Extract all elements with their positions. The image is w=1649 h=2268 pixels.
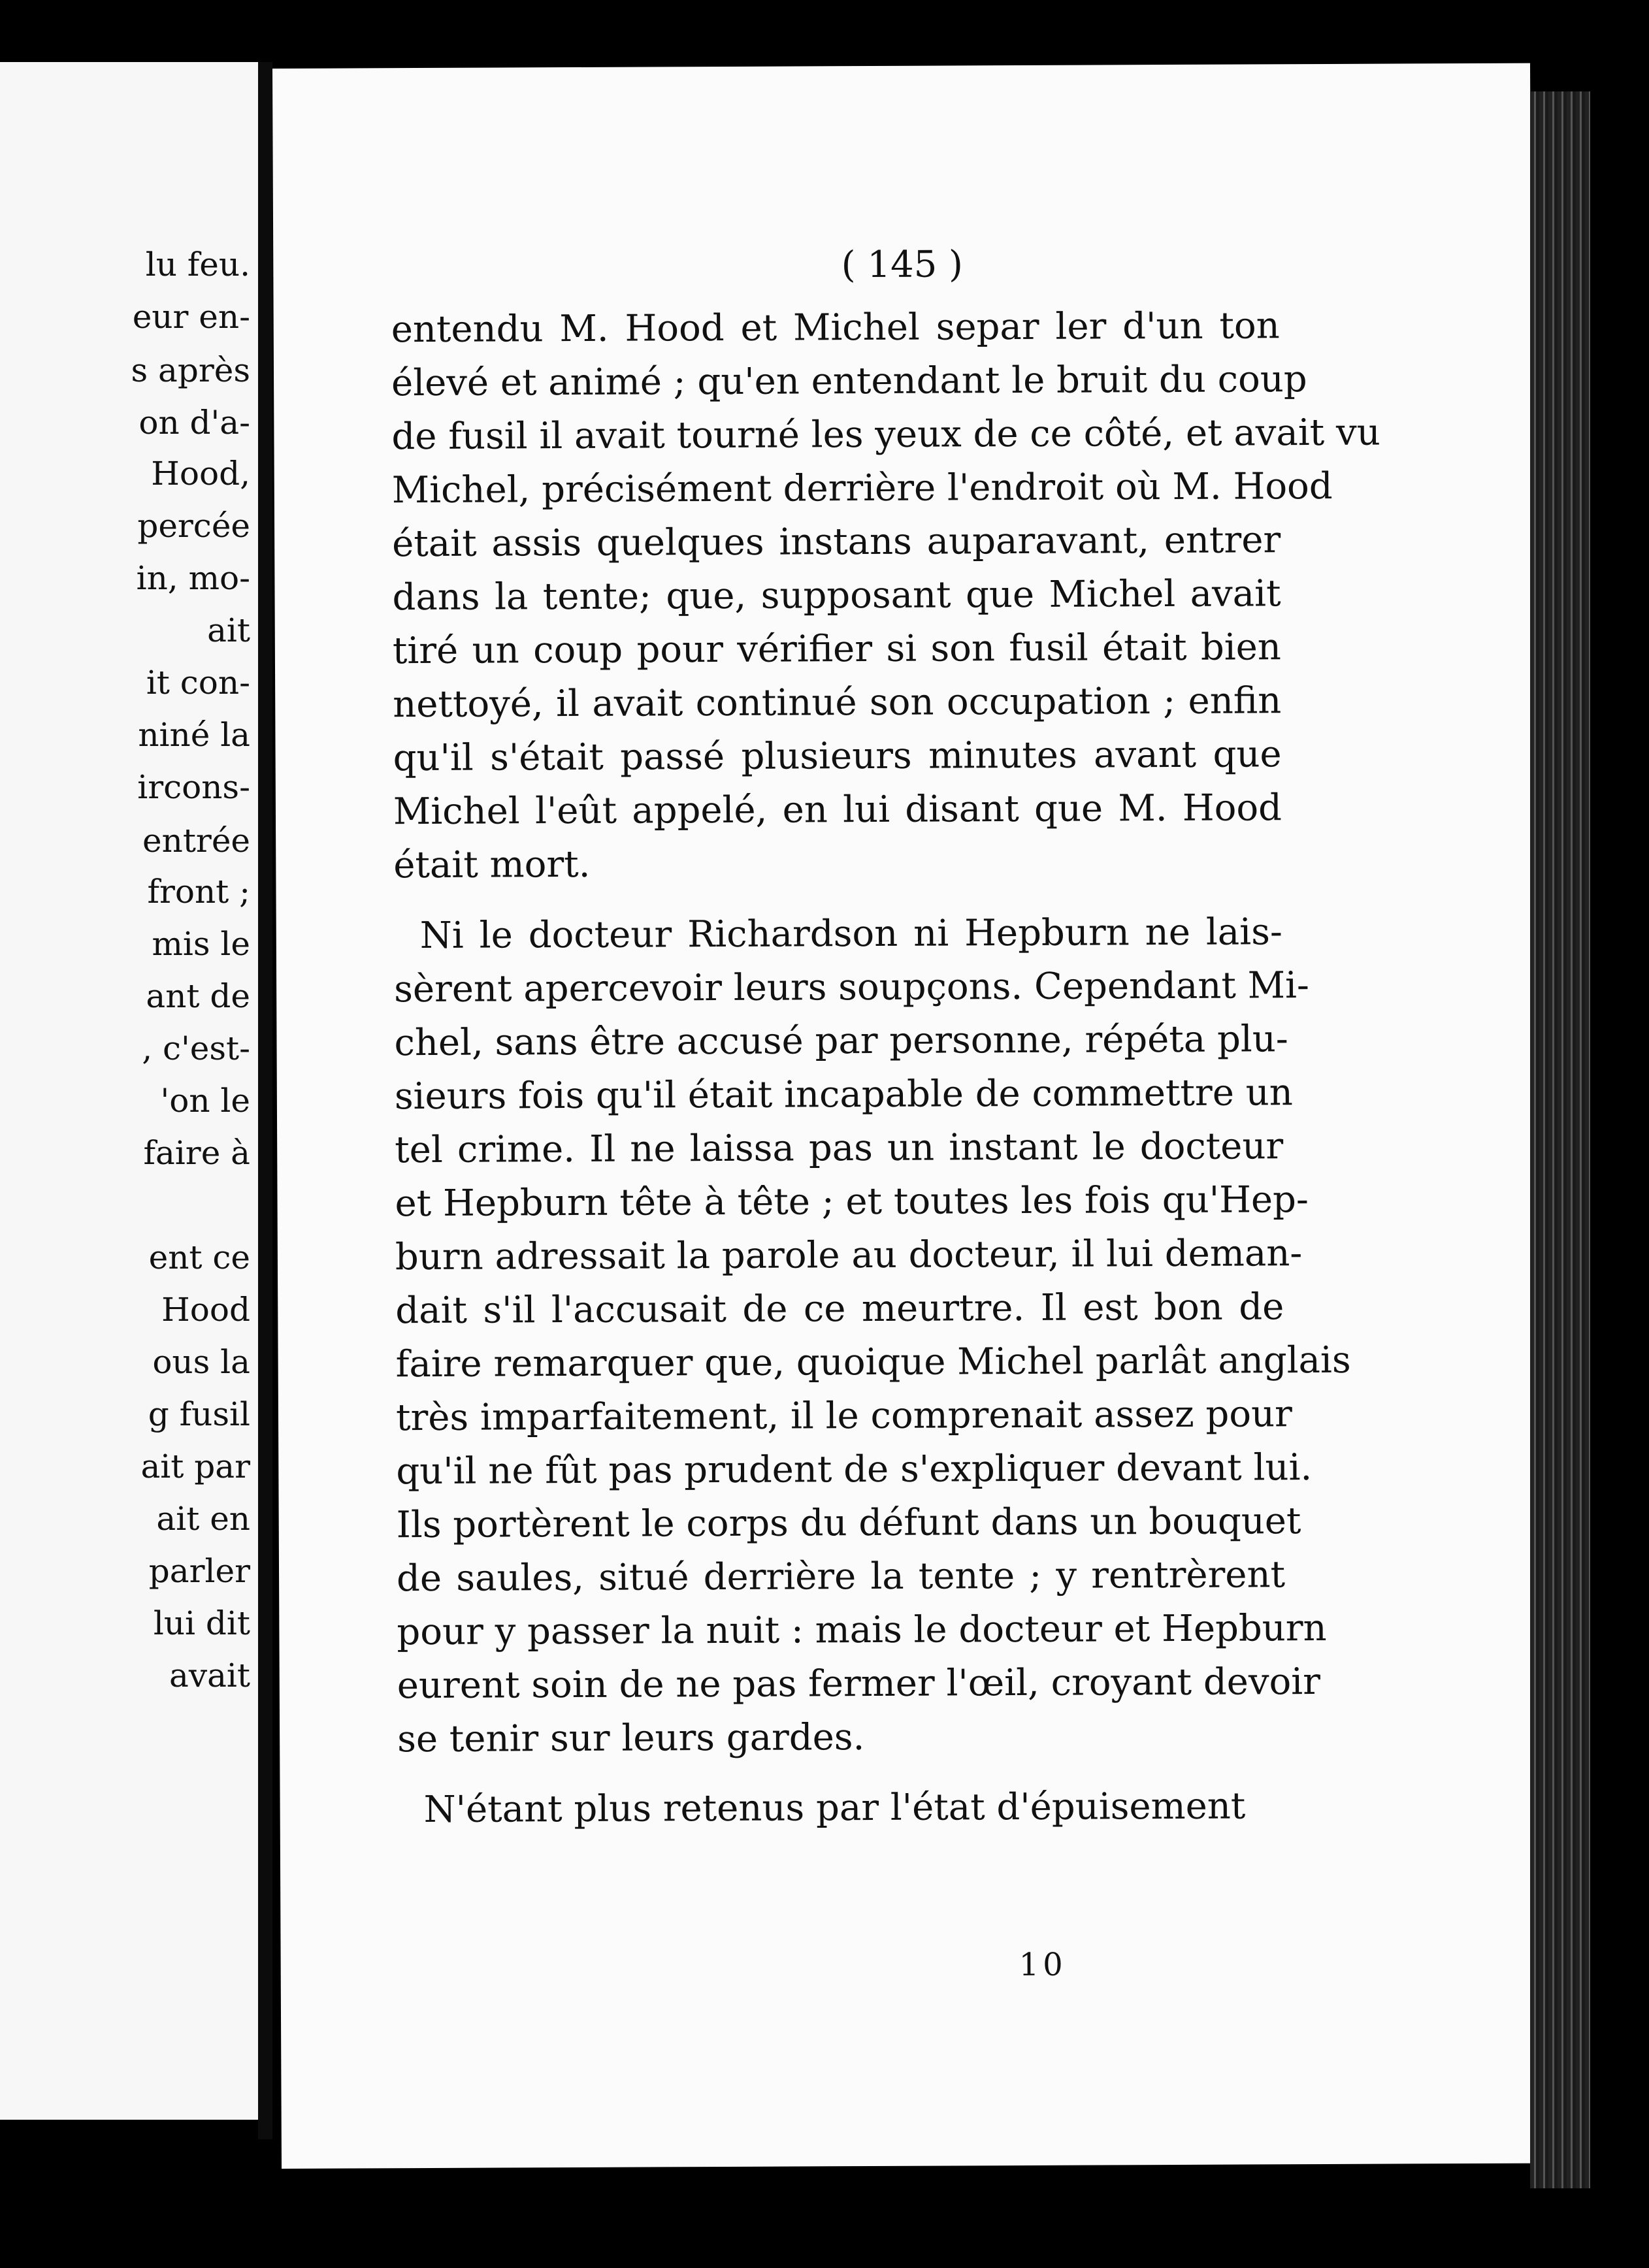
facing-page-text-fragment: ant de bbox=[146, 977, 250, 1015]
facing-page-text-fragment: ircons- bbox=[137, 768, 250, 806]
text-line: dans la tente; que, supposant que Michel avait bbox=[392, 572, 1281, 619]
text-line: était mort. bbox=[393, 843, 591, 887]
facing-page-text-fragment: mis le bbox=[152, 925, 250, 963]
facing-page-text-fragment: lu feu. bbox=[145, 246, 250, 284]
facing-page-text-fragment: percée bbox=[137, 507, 250, 545]
text-line: tel crime. Il ne laissa pas un instant le docteur bbox=[395, 1125, 1284, 1172]
facing-page-text-fragment: , c'est- bbox=[142, 1029, 250, 1067]
text-line: eurent soin de ne pas fermer l'œil, croyant devoir bbox=[397, 1660, 1321, 1708]
facing-page-text-fragment: it con- bbox=[146, 664, 250, 702]
facing-page-text-fragment: ait bbox=[207, 611, 250, 649]
facing-page-text-fragment: Hood, bbox=[151, 455, 250, 493]
facing-page-text-fragment: g fusil bbox=[148, 1395, 250, 1433]
text-line: burn adressait la parole au docteur, il lui deman- bbox=[395, 1232, 1303, 1279]
text-line: qu'il s'était passé plusieurs minutes avant que bbox=[393, 733, 1282, 780]
facing-page-text-fragment: niné la bbox=[138, 716, 250, 754]
facing-page-text-fragment: eur en- bbox=[132, 298, 250, 336]
facing-page-text-fragment: faire à bbox=[143, 1134, 250, 1172]
text-line: chel, sans être accusé par personne, répéta plu- bbox=[394, 1018, 1288, 1065]
facing-page-left bbox=[0, 62, 258, 2120]
text-line: N'étant plus retenus par l'état d'épuisement bbox=[423, 1785, 1246, 1832]
text-line: Ni le docteur Richardson ni Hepburn ne lais- bbox=[419, 911, 1282, 958]
text-line: faire remarquer que, quoique Michel parlât anglais bbox=[395, 1338, 1351, 1386]
page-body-text bbox=[391, 299, 1380, 1837]
text-line: qu'il ne fût pas prudent de s'expliquer devant lui. bbox=[396, 1446, 1313, 1493]
text-line: très imparfaitement, il le comprenait assez pour bbox=[395, 1393, 1292, 1440]
text-line: pour y passer la nuit : mais le docteur et Hepburn bbox=[397, 1606, 1327, 1654]
text-line: nettoyé, il avait continué son occupation ; enfin bbox=[393, 679, 1282, 726]
facing-page-text-fragment: in, mo- bbox=[136, 559, 250, 597]
facing-page-text-fragment: ait par bbox=[140, 1448, 250, 1485]
text-line: sieurs fois qu'il était incapable de commettre un bbox=[394, 1071, 1293, 1118]
text-line: sèrent apercevoir leurs soupçons. Cependant Mi- bbox=[394, 964, 1310, 1011]
text-line: élevé et animé ; qu'en entendant le bruit du coup bbox=[391, 358, 1307, 405]
text-line: était assis quelques instans auparavant, entrer bbox=[392, 519, 1281, 566]
text-line: de saules, situé derrière la tente ; y rentrèrent bbox=[396, 1553, 1286, 1600]
facing-page-text-fragment: entrée bbox=[142, 822, 250, 860]
text-line: et Hepburn tête à tête ; et toutes les fois qu'Hep- bbox=[395, 1178, 1309, 1225]
text-line: de fusil il avait tourné les yeux de ce côté, et avait vu bbox=[391, 411, 1380, 459]
page-number: ( 145 ) bbox=[841, 243, 964, 287]
facing-page-text-fragment: 'on le bbox=[160, 1082, 250, 1120]
facing-page-text-fragment: avait bbox=[169, 1657, 250, 1694]
text-line: Michel l'eût appelé, en lui disant que M. Hood bbox=[393, 786, 1282, 834]
facing-page-text-fragment: ent ce bbox=[148, 1239, 250, 1276]
facing-page-text-fragment: Hood bbox=[161, 1291, 250, 1329]
scan-border bbox=[1590, 105, 1649, 2195]
signature-mark: 10 bbox=[1019, 1946, 1067, 1984]
facing-page-text-fragment: parler bbox=[148, 1552, 250, 1590]
facing-page-text-fragment: ous la bbox=[152, 1343, 250, 1381]
facing-page-text-fragment: on d'a- bbox=[139, 404, 250, 442]
text-line: entendu M. Hood et Michel separ ler d'un ton bbox=[391, 304, 1280, 351]
text-line: se tenir sur leurs gardes. bbox=[397, 1716, 865, 1761]
paragraph bbox=[397, 1779, 1286, 1837]
facing-page-text-fragment: s après bbox=[131, 351, 250, 389]
paragraph bbox=[391, 299, 1380, 892]
book-gutter bbox=[258, 62, 272, 2139]
text-line: tiré un coup pour vérifier si son fusil était bien bbox=[392, 626, 1282, 673]
facing-page-text-fragment: lui dit bbox=[153, 1604, 250, 1642]
facing-page-text-fragment: front ; bbox=[147, 873, 250, 911]
text-line: Ils portèrent le corps du défunt dans un bouquet bbox=[396, 1500, 1301, 1547]
paragraph bbox=[394, 905, 1351, 1766]
text-line: Michel, précisément derrière l'endroit où M. Hood bbox=[391, 464, 1333, 512]
book-page bbox=[272, 63, 1539, 2169]
facing-page-text-fragment: ait en bbox=[156, 1500, 250, 1538]
text-line: dait s'il l'accusait de ce meurtre. Il est bon de bbox=[395, 1286, 1284, 1333]
page-edges bbox=[1530, 91, 1590, 2188]
